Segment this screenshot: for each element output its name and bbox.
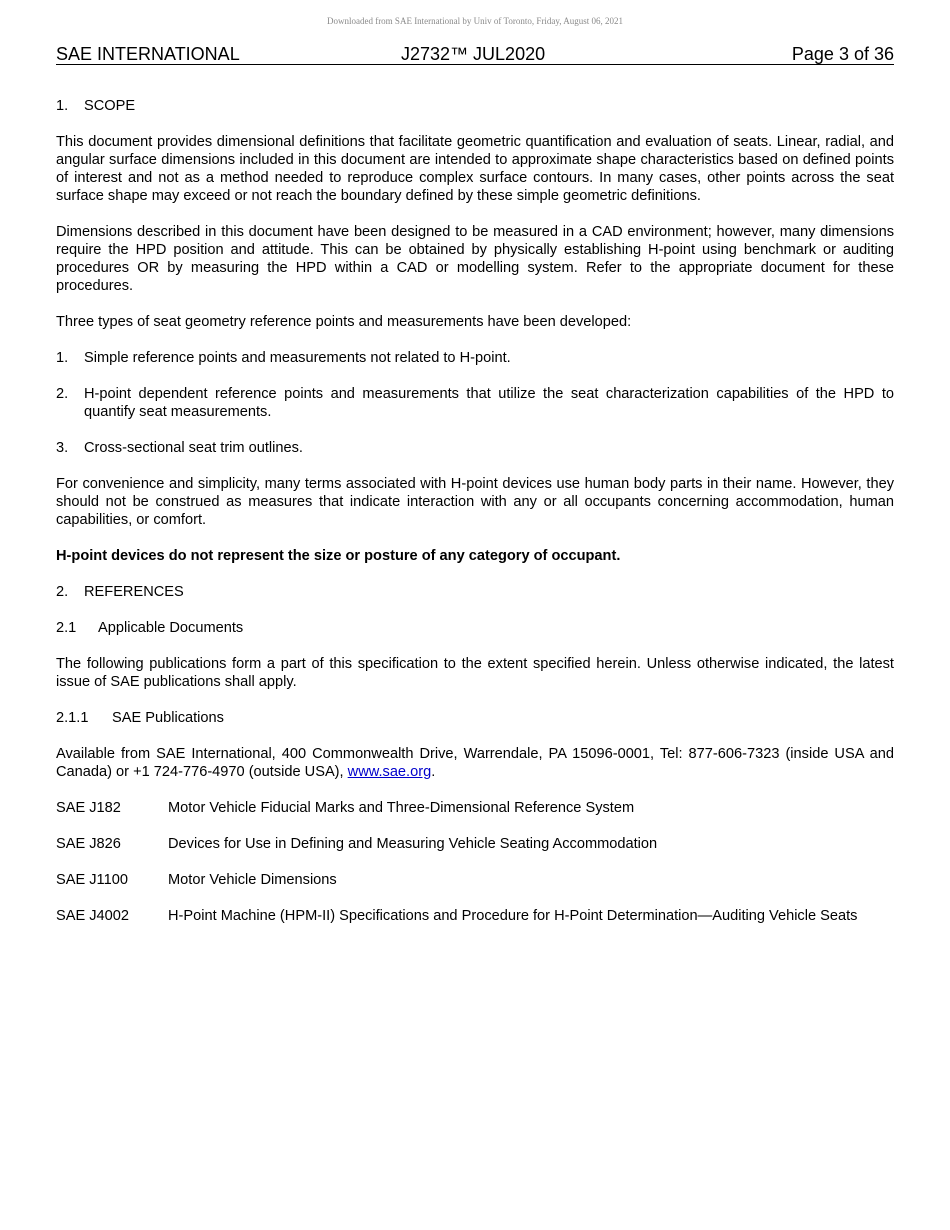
availability-end: . bbox=[431, 764, 436, 780]
list-item-text: Simple reference points and measurements not related to H-point. bbox=[84, 350, 511, 366]
subsection-number: 2.1.1 bbox=[56, 710, 89, 726]
section-title: SCOPE bbox=[84, 98, 136, 114]
applicable-documents-paragraph: The following publications form a part of this specification to the extent specified herein. Unless otherwise indicated, the latest issue of SAE publications shall apply. bbox=[56, 656, 894, 690]
section-heading-scope bbox=[56, 97, 894, 115]
download-watermark: Downloaded from SAE International by Univ of Toronto, Friday, August 06, 2021 bbox=[326, 16, 624, 26]
subsection-heading-applicable-documents bbox=[56, 619, 894, 637]
reference-code: SAE J4002 bbox=[56, 908, 130, 924]
reference-title: H-Point Machine (HPM-II) Specifications and Procedure for H-Point Determination—Auditing Vehicle Seats bbox=[168, 908, 858, 924]
section-number: 2. bbox=[56, 584, 69, 600]
section-title: REFERENCES bbox=[84, 584, 184, 600]
reference-code: SAE J182 bbox=[56, 800, 121, 816]
header-document-id: J2732™ JUL2020 bbox=[401, 44, 546, 64]
list-item-number: 2. bbox=[56, 386, 69, 402]
section-number: 1. bbox=[56, 98, 69, 114]
scope-paragraph-1: This document provides dimensional definitions that facilitate geometric quantification and evaluation of seats. Linear, radial, and angular surface dimensions included in this document are intended to approximate shape characteristics based on defined points of interest and not as a method needed to reproduce complex surface contours. In many cases, other points across the seat surface shape may exceed or not reach the boundary defined by these simple geometric definitions. bbox=[56, 134, 894, 204]
list-item-number: 1. bbox=[56, 350, 69, 366]
page-content bbox=[56, 97, 894, 943]
subsection-number: 2.1 bbox=[56, 620, 77, 636]
list-item bbox=[56, 385, 894, 421]
list-item bbox=[56, 349, 894, 367]
sae-website-link[interactable]: www.sae.org bbox=[347, 764, 432, 780]
list-item-number: 3. bbox=[56, 440, 69, 456]
reference-code: SAE J1100 bbox=[56, 872, 128, 888]
reference-entry bbox=[56, 799, 894, 817]
scope-paragraph-3: Three types of seat geometry reference points and measurements have been developed: bbox=[56, 314, 632, 330]
reference-title: Motor Vehicle Fiducial Marks and Three-Dimensional Reference System bbox=[168, 800, 635, 816]
subsection-title: Applicable Documents bbox=[98, 620, 244, 636]
header-page-number: Page 3 of 36 bbox=[791, 44, 894, 64]
availability-paragraph bbox=[56, 745, 894, 781]
reference-title: Devices for Use in Defining and Measuring Vehicle Seating Accommodation bbox=[168, 836, 658, 852]
header-organization: SAE INTERNATIONAL bbox=[56, 44, 240, 64]
section-heading-references bbox=[56, 583, 894, 601]
reference-entry bbox=[56, 871, 894, 889]
reference-entry bbox=[56, 835, 894, 853]
bold-note: H-point devices do not represent the size or posture of any category of occupant. bbox=[56, 548, 621, 564]
page-header bbox=[56, 44, 894, 65]
subsection-title: SAE Publications bbox=[112, 710, 224, 726]
scope-paragraph-2: Dimensions described in this document have been designed to be measured in a CAD environment; however, many dimensions require the HPD position and attitude. This can be obtained by physically establishing H-point using benchmark or auditing procedures OR by measuring the HPD within a CAD or modelling system. Refer to the appropriate document for these procedures. bbox=[56, 224, 894, 294]
list-item-text: H-point dependent reference points and measurements that utilize the seat characterization capabilities of the HPD to quantify seat measurements. bbox=[84, 386, 894, 420]
reference-code: SAE J826 bbox=[56, 836, 121, 852]
list-item-text: Cross-sectional seat trim outlines. bbox=[84, 440, 303, 456]
reference-title: Motor Vehicle Dimensions bbox=[168, 872, 337, 888]
reference-entry bbox=[56, 907, 894, 925]
list-item bbox=[56, 439, 894, 457]
subsection-heading-sae-publications bbox=[56, 709, 894, 727]
availability-text: Available from SAE International, 400 Commonwealth Drive, Warrendale, PA 15096-0001, Tel: 877-606-7323 (inside USA and Canada) or +1 724-776-4970 (outside USA), bbox=[56, 746, 894, 780]
scope-paragraph-4: For convenience and simplicity, many terms associated with H-point devices use human body parts in their name. However, they should not be construed as measures that indicate interaction with any or all occupants concerning accommodation, human capabilities, or comfort. bbox=[56, 476, 894, 528]
